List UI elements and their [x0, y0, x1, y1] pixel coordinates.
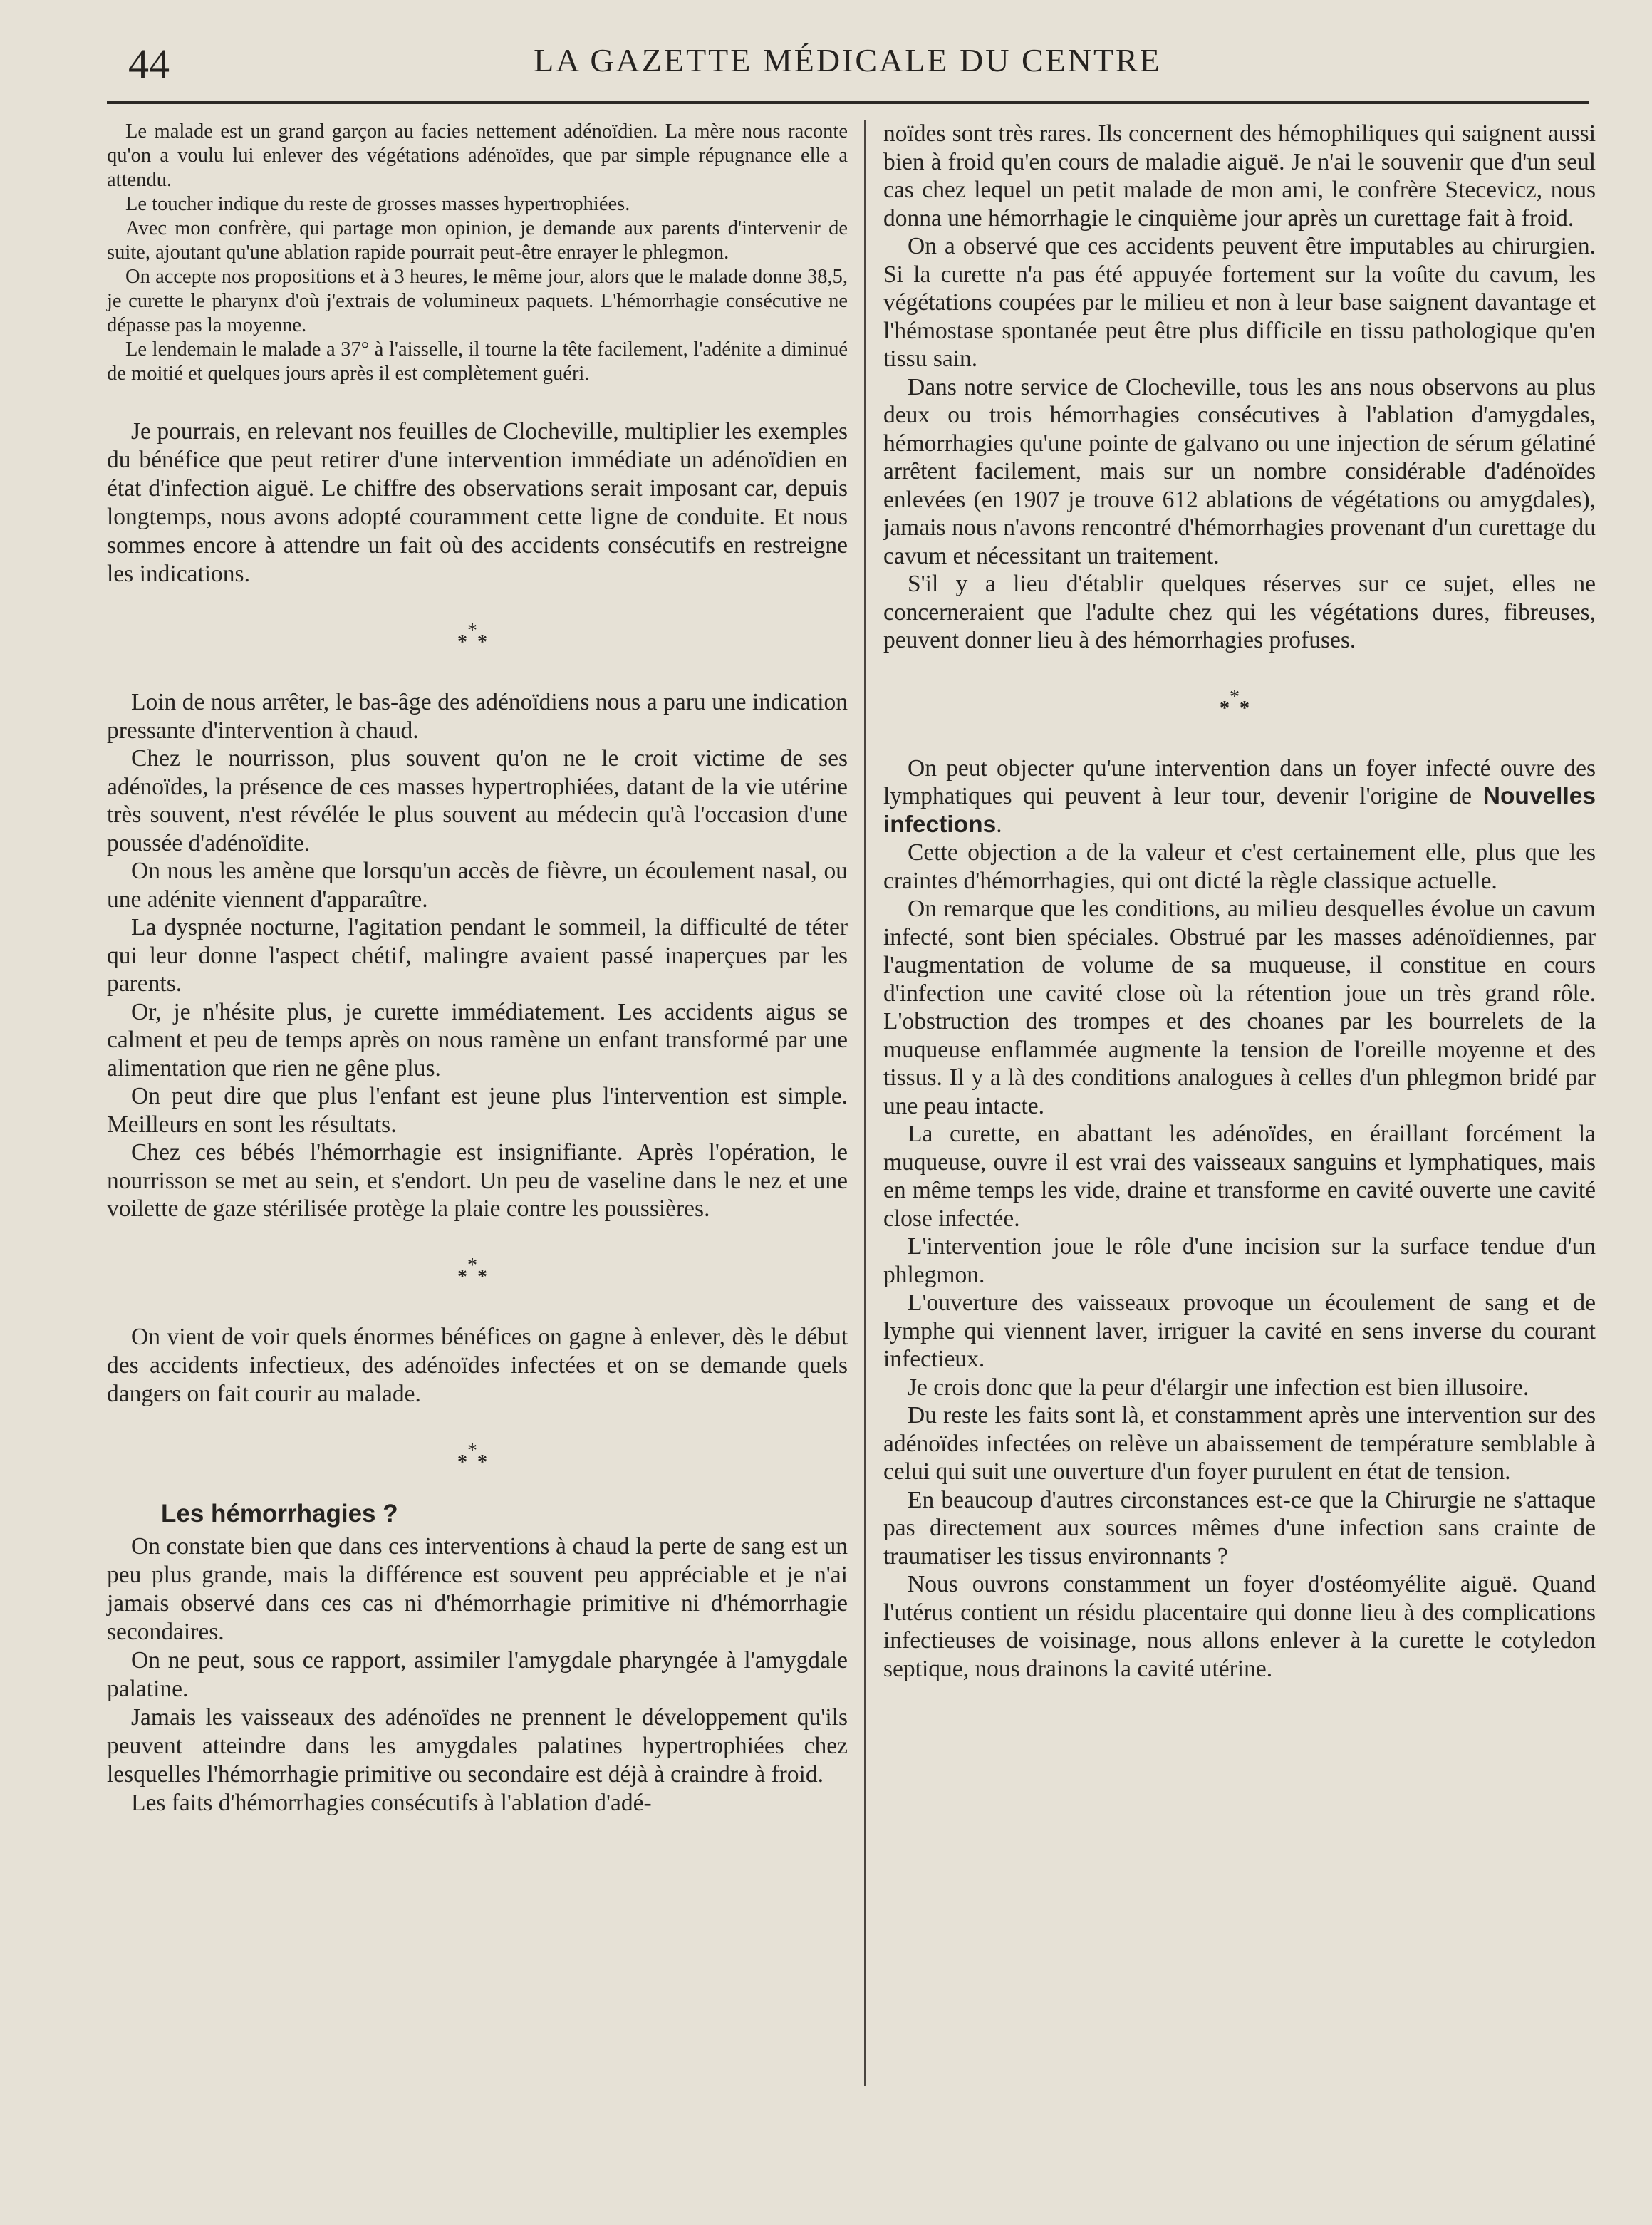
separator-star: *: [467, 1439, 487, 1462]
body-paragraph: Les faits d'hémorrhagies consécutifs à l'ablation d'adé-: [131, 1789, 652, 1816]
infections-section: [883, 754, 1596, 1684]
body-paragraph: On ne peut, sous ce rapport, assimiler l'amygdale pharyngée à l'amygdale palatine.: [107, 1646, 848, 1702]
column-divider: [864, 120, 866, 2086]
body-paragraph: Je crois donc que la peur d'élargir une infection est bien illusoire.: [908, 1374, 1529, 1401]
body-paragraph: On constate bien que dans ces interventions à chaud la perte de sang est un peu plus grande, mais la différence est souvent peu appréciable et je n'ai jamais observé dans ces cas ni d'hémorrhagie primitive ni d'hémorrhagie secondaires.: [107, 1532, 848, 1645]
body-paragraph: L'ouverture des vaisseaux provoque un écoulement de sang et de lymphe qui viennent laver, irriguer la cavité en sens inverse du courant infectieux.: [883, 1290, 1596, 1372]
case-paragraph: On accepte nos propositions et à 3 heures, le même jour, alors que le malade donne 38,5, je curette le pharynx d'où j'extrais de volumineux paquets. L'hémorrhagie consécutive ne dépasse pas la moyenne.: [107, 266, 848, 336]
page-number: 44: [128, 41, 170, 87]
body-paragraph: L'intervention joue le rôle d'une incision sur la surface tendue d'un phlegmon.: [883, 1233, 1596, 1288]
body-paragraph: S'il y a lieu d'établir quelques réserves sur ce sujet, elles ne concerneraient que l'adulte chez qui les végétations dures, fibreuses, peuvent donner lieu à des hémorrhagies profuses.: [883, 571, 1596, 653]
body-paragraph: Nous ouvrons constamment un foyer d'ostéomyélite aiguë. Quand l'utérus contient un résidu placentaire qui donne lieu à des complications infectieuses de voisinage, nous allons enlever à la curette le cotyledon septique, nous drainons la cavité utérine.: [883, 1571, 1596, 1682]
case-paragraph: Avec mon confrère, qui partage mon opinion, je demande aux parents d'intervenir de suite, ajoutant qu'une ablation rapide pourrait peut-être enrayer le phlegmon.: [107, 217, 848, 264]
body-paragraph: Chez ces bébés l'hémorrhagie est insignifiante. Après l'opération, le nourrisson se met au sein, et s'endort. Un peu de vaseline dans le nez et une voilette de gaze stérilisée protège la plaie contre les poussières.: [107, 1139, 848, 1222]
body-paragraph: Jamais les vaisseaux des adénoïdes ne prennent le développement qu'ils peuvent atteindre dans les amygdales palatines hypertrophiées chez lesquelles l'hémorrhagie primitive ou secondaire est déjà à craindre à froid.: [107, 1703, 848, 1788]
section-separator: [107, 1439, 848, 1473]
section-separator: [107, 620, 848, 653]
page-header: [107, 33, 1589, 104]
body-paragraph: noïdes sont très rares. Ils concernent des hémophiliques qui saignent aussi bien à froid qu'en cours de maladie aiguë. Je n'ai le souvenir que d'un seul cas chez lequel un petit malade de mon ami, le confrère Stecevicz, nous donna une hémorrhagie le cinquième jour après un curettage fait à froid.: [883, 120, 1596, 232]
section-title: Les hémorrhagies ?: [161, 1499, 398, 1528]
separator-star: *: [467, 1254, 487, 1277]
clocheville-section: [107, 417, 848, 588]
right-column: [883, 120, 1596, 1683]
body-paragraph: Je pourrais, en relevant nos feuilles de Clocheville, multiplier les exemples du bénéfice que peut retirer d'une intervention immédiate un adénoïdien en état d'infection aiguë. Le chiffre des observations serait imposant car, depuis longtemps, nous avons adopté couramment cette ligne de conduite. Et nous sommes encore à attendre un fait où des accidents consécutifs en restreigne les indications.: [107, 418, 848, 587]
body-paragraph: On peut objecter qu'une intervention dans un foyer infecté ouvre des lymphatiques qui peuvent à leur tour, devenir l'origine de Nouvelles infections.: [883, 754, 1596, 838]
section-separator: [883, 685, 1596, 720]
inline-heading: Nouvelles infections: [883, 783, 1596, 838]
body-paragraph: Du reste les faits sont là, et constamment après une intervention sur des adénoïdes infectées on relève un abaissement de température semblable à celui qui suit une ouverture d'un foyer purulent en état de tension.: [883, 1402, 1596, 1485]
age-section: [107, 688, 848, 1223]
body-paragraph: Loin de nous arrêter, le bas-âge des adénoïdiens nous a paru une indication pressante d'intervention à chaud.: [107, 689, 848, 744]
case-paragraph: Le malade est un grand garçon au facies nettement adénoïdien. La mère nous raconte qu'on a voulu lui enlever des végétations adénoïdes, que par simple répugnance elle a attendu.: [107, 120, 848, 191]
header-rule: [107, 101, 1589, 104]
body-paragraph: Chez le nourrisson, plus souvent qu'on ne le croit victime de ses adénoïdes, la présence de ces masses hypertrophiées, datant de la vie utérine très souvent, n'est révélée le plus souvent au médecin qu'à l'occasion d'une poussée d'adénoïdite.: [107, 745, 848, 856]
journal-title: LA GAZETTE MÉDICALE DU CENTRE: [534, 42, 1162, 78]
benefices-section: [107, 1323, 848, 1409]
separator-stars: **: [457, 1265, 497, 1288]
case-paragraph: Le lendemain le malade a 37° à l'aisselle, il tourne la tête facilement, l'adénite a diminué de moitié et quelques jours après il est complètement guéri.: [107, 338, 848, 385]
separator-star: *: [1230, 685, 1250, 708]
body-paragraph: En beaucoup d'autres circonstances est-ce que la Chirurgie ne s'attaque pas directement aux sources mêmes d'une infection sans crainte de traumatiser les tissus environnants ?: [883, 1486, 1596, 1570]
section-separator: [107, 1254, 848, 1288]
body-paragraph: On peut dire que plus l'enfant est jeune plus l'intervention est simple. Meilleurs en sont les résultats.: [107, 1083, 848, 1138]
separator-stars: **: [457, 1451, 497, 1473]
body-paragraph: La dyspnée nocturne, l'agitation pendant le sommeil, la difficulté de téter qui leur donne l'aspect chétif, malingre avaient passé inaperçues par les parents.: [107, 914, 848, 997]
hemorrhagies-section: [107, 1532, 848, 1817]
body-paragraph: On a observé que ces accidents peuvent être imputables au chirurgien. Si la curette n'a pas été appuyée fortement sur la voûte du cavum, les végétations coupées par le milieu et non à leur base saignent davantage et l'hémostase spontanée peut être plus difficile en tissu pathologique qu'en tissu sain.: [883, 233, 1596, 372]
body-paragraph: La curette, en abattant les adénoïdes, en éraillant forcément la muqueuse, ouvre il est vrai des vaisseaux sanguins et lymphatiques, mais en même temps les vide, draine et transforme en cavité ouverte une cavité close infectée.: [883, 1121, 1596, 1232]
separator-stars: **: [1220, 697, 1259, 720]
body-paragraph: Or, je n'hésite plus, je curette immédiatement. Les accidents aigus se calment et peu de temps après on nous ramène un enfant transformé par une alimentation que rien ne gêne plus.: [107, 998, 848, 1082]
case-paragraph: Le toucher indique du reste de grosses masses hypertrophiées.: [125, 193, 630, 215]
body-paragraph: Cette objection a de la valeur et c'est certainement elle, plus que les craintes d'hémorrhagies, qui ont dicté la règle classique actuelle.: [883, 839, 1596, 894]
body-paragraph: On remarque que les conditions, au milieu desquelles évolue un cavum infecté, sont bien spéciales. Obstrué par les masses adénoïdiennes, par l'augmentation de volume de sa muqueuse, il constitue en cours d'infection une cavité close où la rétention joue un très grand rôle. L'obstruction des trompes et des choanes par les bourrelets de la muqueuse enflammée augmente la tension de l'oreille moyenne et des tissus. Il y a là des conditions analogues à celles d'un phlegmon bridé par une peau intacte.: [883, 896, 1596, 1119]
body-paragraph: On vient de voir quels énormes bénéfices on gagne à enlever, dès le début des accidents infectieux, des adénoïdes infectées et on se demande quels dangers on fait courir au malade.: [107, 1323, 848, 1407]
objection-text: On peut objecter qu'une intervention dans un foyer infecté ouvre des lymphatiques qui peuvent à leur tour, devenir l'origine de: [883, 754, 1596, 809]
body-paragraph: On nous les amène que lorsqu'un accès de fièvre, un écoulement nasal, ou une adénite viennent d'apparaître.: [107, 858, 848, 913]
left-column: [107, 120, 848, 1817]
case-report: [107, 120, 848, 386]
separator-stars: **: [457, 631, 497, 653]
hemorrhagies-continued: [883, 120, 1596, 655]
separator-star: *: [467, 620, 487, 642]
body-paragraph: Dans notre service de Clocheville, tous les ans nous observons au plus deux ou trois hémorrhagies consécutives à l'ablation d'amygdales, hémorrhagies qu'une pointe de galvano ou une injection de sérum gélatiné arrêtent facilement, mais sur un nombre considérable d'adénoïdes enlevées (en 1907 je trouve 612 ablations de végétations ou amygdales), jamais nous n'avons rencontré d'hémorrhagies provenant d'un curettage du cavum et nécessitant un traitement.: [883, 373, 1596, 569]
